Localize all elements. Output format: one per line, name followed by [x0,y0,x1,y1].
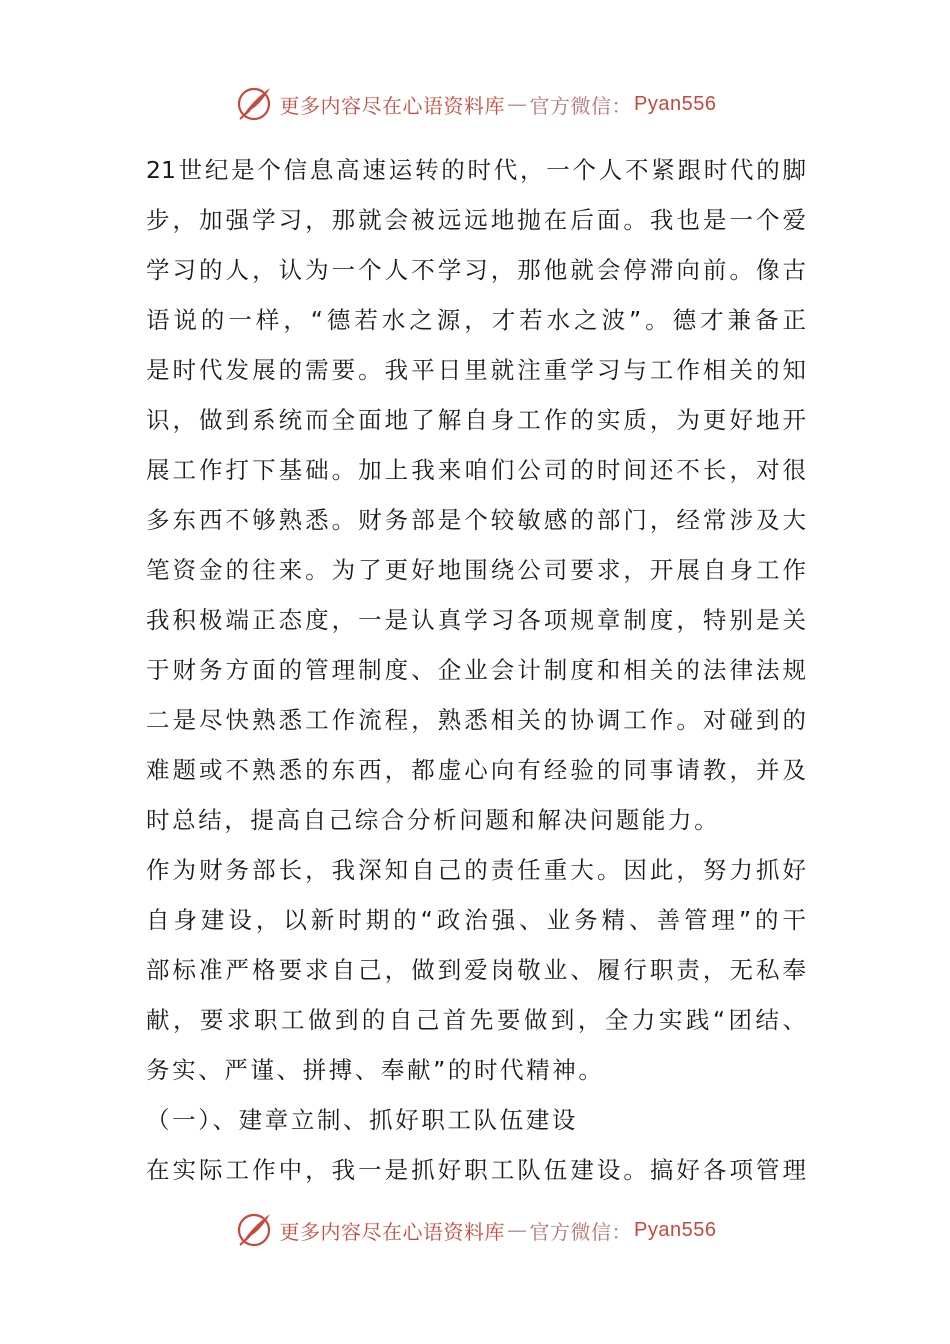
body-line: 多东西不够熟悉。财务部是个较敏感的部门，经常涉及大 [146,506,806,534]
header-brand: 更多内容尽在心语资料库 [279,93,506,118]
body-line: 学习的人，认为一个人不学习，那他就会停滞向前。像古 [146,256,806,284]
document-body [146,145,806,1195]
body-line: 部标准严格要求自己，做到爱岗敬业、履行职责，无私奉 [146,956,806,984]
header-wechat-label: 官方微信： [529,93,633,118]
header-banner [0,82,950,126]
body-line: 识，做到系统而全面地了解自身工作的实质，为更好地开 [146,406,806,434]
body-line: 语说的一样，“德若水之源，才若水之波”。德才兼备正 [146,306,806,334]
footer-wechat-label: 官方微信： [529,1219,633,1244]
footer-brand: 更多内容尽在心语资料库 [279,1219,506,1244]
body-line: 难题或不熟悉的东西，都虚心向有经验的同事请教，并及 [146,756,806,784]
body-line: 自身建设，以新时期的“政治强、业务精、善管理”的干 [146,906,806,934]
body-line: 时总结，提高自己综合分析问题和解决问题能力。 [146,806,721,834]
body-line: 展工作打下基础。加上我来咱们公司的时间还不长，对很 [146,456,806,484]
footer-wechat-id: Pyan556 [634,1218,717,1241]
header-separator: — [507,92,528,116]
body-line: 于财务方面的管理制度、企业会计制度和相关的法律法规 [146,656,806,684]
body-line: 作为财务部长，我深知自己的责任重大。因此，努力抓好 [146,856,806,884]
footer-banner-text [280,1216,717,1245]
header-wechat-id: Pyan556 [634,92,717,115]
body-line: 是时代发展的需要。我平日里就注重学习与工作相关的知 [146,356,806,384]
footer-separator: — [507,1218,528,1242]
footer-banner [0,1208,950,1252]
body-line: 务实、严谨、拼搏、奉献”的时代精神。 [146,1056,605,1084]
body-line: 我积极端正态度，一是认真学习各项规章制度，特别是关 [146,606,806,634]
body-line: 献，要求职工做到的自己首先要做到，全力实践“团结、 [146,1006,806,1034]
quill-logo-icon [234,1210,274,1250]
body-line: 步，加强学习，那就会被远远地抛在后面。我也是一个爱 [146,206,806,234]
body-line: 在实际工作中，我一是抓好职工队伍建设。搞好各项管理 [146,1156,806,1184]
body-line: 21世纪是个信息高速运转的时代，一个人不紧跟时代的脚 [146,156,806,184]
body-line: 二是尽快熟悉工作流程，熟悉相关的协调工作。对碰到的 [146,706,806,734]
body-line: 笔资金的往来。为了更好地围绕公司要求，开展自身工作 [146,556,806,584]
quill-logo-icon [234,84,274,124]
section-heading: （一）、建章立制、抓好职工队伍建设 [146,1106,578,1134]
header-banner-text [280,90,717,119]
